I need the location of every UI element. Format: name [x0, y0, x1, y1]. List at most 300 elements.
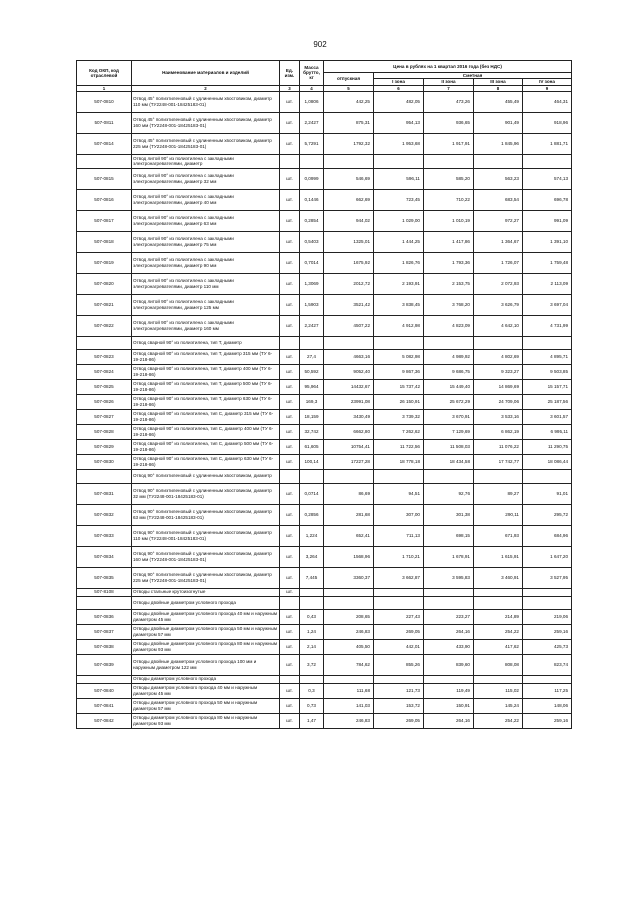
- mass-cell: 3,264: [300, 546, 324, 567]
- table-row: [77, 409, 572, 424]
- release-price-cell: 246,83: [324, 713, 374, 728]
- unit-cell: [280, 154, 300, 168]
- col-release-header: отпускная: [324, 73, 374, 86]
- material-name-cell: Отводы двойные диаметром условного прохода 80 мм и наружным диаметром 93 мм: [132, 639, 280, 654]
- zone4-price-cell: 991,09: [523, 210, 572, 231]
- release-price-cell: 10754,41: [324, 439, 374, 454]
- table-row: [77, 525, 572, 546]
- mass-cell: 95,964: [300, 379, 324, 394]
- zone4-price-cell: 1 881,71: [523, 133, 572, 154]
- zone4-price-cell: 4 731,99: [523, 315, 572, 336]
- unit-cell: шт.: [280, 315, 300, 336]
- zone4-price-cell: 3 527,95: [523, 567, 572, 588]
- zone3-price-cell: 671,93: [474, 525, 523, 546]
- zone4-price-cell: 148,06: [523, 698, 572, 713]
- mass-cell: 0,5403: [300, 231, 324, 252]
- release-price-cell: 4507,22: [324, 315, 374, 336]
- release-price-cell: 208,65: [324, 609, 374, 624]
- okp-code-cell: 507-0827: [77, 409, 132, 424]
- zone4-price-cell: 425,73: [523, 639, 572, 654]
- mass-cell: 0,43: [300, 609, 324, 624]
- unit-cell: шт.: [280, 546, 300, 567]
- zone4-price-cell: 259,16: [523, 624, 572, 639]
- zone3-price-cell: 683,54: [474, 189, 523, 210]
- release-price-cell: 6662,80: [324, 424, 374, 439]
- unit-cell: шт.: [280, 639, 300, 654]
- material-name-cell: Отводы диаметром условного прохода 80 мм и наружным диаметром 93 мм: [132, 713, 280, 728]
- zone1-price-cell: 954,13: [374, 112, 424, 133]
- table-row: [77, 168, 572, 189]
- zone4-price-cell: 259,16: [523, 713, 572, 728]
- column-number: 8: [474, 85, 523, 91]
- zone2-price-cell: 710,22: [424, 189, 474, 210]
- zone3-price-cell: 254,22: [474, 713, 523, 728]
- zone1-price-cell: 1 029,00: [374, 210, 424, 231]
- zone3-price-cell: [474, 675, 523, 683]
- unit-cell: шт.: [280, 439, 300, 454]
- zone1-price-cell: 1 953,68: [374, 133, 424, 154]
- column-number: 2: [132, 85, 280, 91]
- release-price-cell: 23991,08: [324, 394, 374, 409]
- material-name-cell: Отвод сварной 90° из полиэтилена, тип С, диаметр 630 мм (ТУ 6-19-218-86): [132, 454, 280, 469]
- page-number: 902: [313, 40, 327, 49]
- zone2-price-cell: 264,16: [424, 713, 474, 728]
- okp-code-cell: [77, 154, 132, 168]
- mass-cell: 5,7291: [300, 133, 324, 154]
- zone4-header: IV зона: [523, 79, 572, 85]
- okp-code-cell: 507-0825: [77, 379, 132, 394]
- material-name-cell: Отвод литой 90° из полиэтилена с закладными электронагревателями, диаметр 75 мм: [132, 231, 280, 252]
- unit-cell: шт.: [280, 713, 300, 728]
- okp-code-cell: 507-8108: [77, 588, 132, 596]
- release-price-cell: 1568,96: [324, 546, 374, 567]
- zone3-price-cell: 115,02: [474, 683, 523, 698]
- table-row: [77, 639, 572, 654]
- release-price-cell: 944,02: [324, 210, 374, 231]
- zone1-price-cell: 269,05: [374, 624, 424, 639]
- material-name-cell: Отвод 90° полиэтиленовый с удлиненным хвостовиком, диаметр 160 мм (ТУ2248-001-18425183-01): [132, 546, 280, 567]
- column-number: 7: [424, 85, 474, 91]
- material-name-cell: Отвод сварной 90° из полиэтилена, тип Т, диаметр 500 мм (ТУ 6-19-218-86): [132, 379, 280, 394]
- zone4-price-cell: 25 187,56: [523, 394, 572, 409]
- mass-cell: 1,3069: [300, 273, 324, 294]
- mass-cell: 1,5903: [300, 294, 324, 315]
- zone1-price-cell: 3 662,87: [374, 567, 424, 588]
- zone2-price-cell: 18 434,58: [424, 454, 474, 469]
- release-price-cell: 4663,16: [324, 349, 374, 364]
- release-price-cell: 1325,01: [324, 231, 374, 252]
- zone1-price-cell: [374, 588, 424, 596]
- release-price-cell: 1675,92: [324, 252, 374, 273]
- okp-code-cell: 507-0821: [77, 294, 132, 315]
- col-estimate-header: Сметная: [374, 73, 572, 79]
- mass-cell: 0,7014: [300, 252, 324, 273]
- okp-code-cell: [77, 336, 132, 349]
- zone3-price-cell: 3 533,16: [474, 409, 523, 424]
- unit-cell: шт.: [280, 483, 300, 504]
- material-name-cell: Отвод сварной 90° из полиэтилена, тип Т, диаметр: [132, 336, 280, 349]
- zone1-price-cell: 596,11: [374, 168, 424, 189]
- zone4-price-cell: 1 647,20: [523, 546, 572, 567]
- table-row: [77, 154, 572, 168]
- zone3-price-cell: 145,24: [474, 698, 523, 713]
- zone1-price-cell: 15 737,42: [374, 379, 424, 394]
- zone4-price-cell: [523, 675, 572, 683]
- zone3-price-cell: 3 626,79: [474, 294, 523, 315]
- zone1-price-cell: 269,05: [374, 713, 424, 728]
- unit-cell: шт.: [280, 609, 300, 624]
- release-price-cell: 546,69: [324, 168, 374, 189]
- table-row: [77, 675, 572, 683]
- zone4-price-cell: 91,01: [523, 483, 572, 504]
- zone1-price-cell: 18 778,18: [374, 454, 424, 469]
- material-name-cell: Отвод литой 90° из полиэтилена с закладными электронагревателями, диаметр 110 мм: [132, 273, 280, 294]
- zone4-price-cell: 684,96: [523, 525, 572, 546]
- release-price-cell: 141,03: [324, 698, 374, 713]
- zone1-price-cell: 94,51: [374, 483, 424, 504]
- table-row: [77, 567, 572, 588]
- column-number: 9: [523, 85, 572, 91]
- mass-cell: 0,2856: [300, 504, 324, 525]
- zone4-price-cell: 11 290,75: [523, 439, 572, 454]
- zone3-price-cell: 1 615,91: [474, 546, 523, 567]
- table-row: [77, 424, 572, 439]
- zone2-price-cell: 839,60: [424, 654, 474, 675]
- zone1-price-cell: 711,13: [374, 525, 424, 546]
- zone1-price-cell: 3 739,32: [374, 409, 424, 424]
- table-row: [77, 609, 572, 624]
- zone2-price-cell: 7 129,69: [424, 424, 474, 439]
- unit-cell: шт.: [280, 588, 300, 596]
- zone1-price-cell: 153,72: [374, 698, 424, 713]
- table-row: [77, 683, 572, 698]
- column-number: 5: [324, 85, 374, 91]
- okp-code-cell: 507-0839: [77, 654, 132, 675]
- material-name-cell: Отвод 45° полиэтиленовый с удлиненным хвостовиком, диаметр 225 мм (ТУ2248-001-18425183-01): [132, 133, 280, 154]
- zone2-price-cell: 1 417,86: [424, 231, 474, 252]
- zone2-price-cell: 223,27: [424, 609, 474, 624]
- okp-code-cell: 507-0823: [77, 349, 132, 364]
- okp-code-cell: 507-0810: [77, 91, 132, 112]
- zone3-price-cell: 1 364,67: [474, 231, 523, 252]
- okp-code-cell: 507-0832: [77, 504, 132, 525]
- mass-cell: 1,24: [300, 624, 324, 639]
- mass-cell: 2,2427: [300, 315, 324, 336]
- mass-cell: 100,14: [300, 454, 324, 469]
- table-row: [77, 294, 572, 315]
- material-name-cell: Отвод сварной 90° из полиэтилена, тип С, диаметр 500 мм (ТУ 6-19-218-86): [132, 439, 280, 454]
- zone3-price-cell: 808,08: [474, 654, 523, 675]
- unit-cell: шт.: [280, 624, 300, 639]
- zone2-price-cell: 1 678,91: [424, 546, 474, 567]
- okp-code-cell: [77, 469, 132, 483]
- zone1-price-cell: [374, 154, 424, 168]
- mass-cell: [300, 336, 324, 349]
- zone4-price-cell: 1 759,48: [523, 252, 572, 273]
- zone2-price-cell: 433,90: [424, 639, 474, 654]
- zone3-header: III зона: [474, 79, 523, 85]
- material-name-cell: Отводы диаметром условного прохода: [132, 675, 280, 683]
- unit-cell: шт.: [280, 567, 300, 588]
- release-price-cell: [324, 596, 374, 609]
- mass-cell: 169,3: [300, 394, 324, 409]
- release-price-cell: 3521,42: [324, 294, 374, 315]
- zone3-price-cell: 417,62: [474, 639, 523, 654]
- material-name-cell: Отвод литой 90° из полиэтилена с закладными электронагревателями, диаметр 90 мм: [132, 252, 280, 273]
- zone2-price-cell: 3 670,91: [424, 409, 474, 424]
- release-price-cell: 875,31: [324, 112, 374, 133]
- mass-cell: 3,72: [300, 654, 324, 675]
- column-number: 3: [280, 85, 300, 91]
- zone3-price-cell: 3 460,91: [474, 567, 523, 588]
- zone2-price-cell: 585,20: [424, 168, 474, 189]
- okp-code-cell: 507-0829: [77, 439, 132, 454]
- material-name-cell: Отвод 90° полиэтиленовый с удлиненным хвостовиком, диаметр 63 мм (ТУ2248-001-18425183-01): [132, 504, 280, 525]
- material-name-cell: Отвод литой 90° из полиэтилена с закладными электронагревателями, диаметр 125 мм: [132, 294, 280, 315]
- zone4-price-cell: [523, 596, 572, 609]
- unit-cell: шт.: [280, 252, 300, 273]
- zone4-price-cell: [523, 588, 572, 596]
- mass-cell: 18,159: [300, 409, 324, 424]
- material-name-cell: Отводы диаметром условного прохода 40 мм и наружным диаметром 45 мм: [132, 683, 280, 698]
- release-price-cell: 405,50: [324, 639, 374, 654]
- zone4-price-cell: 18 086,44: [523, 454, 572, 469]
- table-row: [77, 588, 572, 596]
- mass-cell: [300, 469, 324, 483]
- zone1-price-cell: 307,00: [374, 504, 424, 525]
- okp-code-cell: 507-0834: [77, 546, 132, 567]
- release-price-cell: [324, 336, 374, 349]
- material-name-cell: Отвод 45° полиэтиленовый с удлиненным хвостовиком, диаметр 160 мм (ТУ2248-001-18425183-01): [132, 112, 280, 133]
- release-price-cell: 86,69: [324, 483, 374, 504]
- zone1-price-cell: [374, 596, 424, 609]
- mass-cell: 0,3: [300, 683, 324, 698]
- zone2-price-cell: 264,16: [424, 624, 474, 639]
- table-row: [77, 379, 572, 394]
- zone1-price-cell: 855,26: [374, 654, 424, 675]
- okp-code-cell: 507-0815: [77, 168, 132, 189]
- zone3-price-cell: 455,49: [474, 91, 523, 112]
- zone2-price-cell: 1 917,91: [424, 133, 474, 154]
- okp-code-cell: 507-0822: [77, 315, 132, 336]
- table-row: [77, 483, 572, 504]
- material-name-cell: Отвод литой 90° из полиэтилена с закладными электронагревателями, диаметр 40 мм: [132, 189, 280, 210]
- table-row: [77, 698, 572, 713]
- mass-cell: [300, 675, 324, 683]
- material-name-cell: Отводы двойные диаметром условного прохода 40 мм и наружным диаметром 45 мм: [132, 609, 280, 624]
- unit-cell: шт.: [280, 525, 300, 546]
- unit-cell: шт.: [280, 112, 300, 133]
- unit-cell: шт.: [280, 349, 300, 364]
- table-row: [77, 252, 572, 273]
- material-name-cell: Отвод литой 90° из полиэтилена с закладными электронагревателями, диаметр 32 мм: [132, 168, 280, 189]
- unit-cell: шт.: [280, 133, 300, 154]
- zone3-price-cell: 24 709,06: [474, 394, 523, 409]
- mass-cell: [300, 596, 324, 609]
- release-price-cell: 652,41: [324, 525, 374, 546]
- release-price-cell: 3430,49: [324, 409, 374, 424]
- mass-cell: 0,0714: [300, 483, 324, 504]
- table-row: [77, 112, 572, 133]
- zone4-price-cell: [523, 336, 572, 349]
- table-row: [77, 133, 572, 154]
- okp-code-cell: 507-0818: [77, 231, 132, 252]
- zone3-price-cell: 14 869,69: [474, 379, 523, 394]
- mass-cell: 0,73: [300, 698, 324, 713]
- material-name-cell: Отводы стальные крутоизогнутые: [132, 588, 280, 596]
- unit-cell: шт.: [280, 454, 300, 469]
- mass-cell: 32,742: [300, 424, 324, 439]
- okp-code-cell: [77, 596, 132, 609]
- zone1-price-cell: 1 826,76: [374, 252, 424, 273]
- unit-cell: шт.: [280, 424, 300, 439]
- col-name-header: Наименование материалов и изделий: [132, 61, 280, 86]
- mass-cell: 2,14: [300, 639, 324, 654]
- okp-code-cell: 507-0838: [77, 639, 132, 654]
- material-name-cell: Отвод 90° полиэтиленовый с удлиненным хвостовиком, диаметр 110 мм (ТУ2248-001-18425183-01): [132, 525, 280, 546]
- zone3-price-cell: 972,27: [474, 210, 523, 231]
- material-name-cell: Отводы двойные диаметром условного прохода: [132, 596, 280, 609]
- zone3-price-cell: 89,27: [474, 483, 523, 504]
- zone4-price-cell: 696,78: [523, 189, 572, 210]
- zone1-price-cell: 442,01: [374, 639, 424, 654]
- release-price-cell: 281,68: [324, 504, 374, 525]
- zone1-price-cell: 723,45: [374, 189, 424, 210]
- release-price-cell: [324, 154, 374, 168]
- zone1-price-cell: 121,73: [374, 683, 424, 698]
- material-name-cell: Отвод литой 90° из полиэтилена с закладными электронагревателями, диаметр 160 мм: [132, 315, 280, 336]
- zone1-price-cell: 2 193,91: [374, 273, 424, 294]
- zone1-price-cell: 26 150,91: [374, 394, 424, 409]
- okp-code-cell: 507-0820: [77, 273, 132, 294]
- zone2-price-cell: 119,49: [424, 683, 474, 698]
- zone1-price-cell: [374, 469, 424, 483]
- zone1-price-cell: 5 082,98: [374, 349, 424, 364]
- mass-cell: 0,1446: [300, 189, 324, 210]
- zone4-price-cell: 295,72: [523, 504, 572, 525]
- unit-cell: шт.: [280, 409, 300, 424]
- zone2-price-cell: 1 793,36: [424, 252, 474, 273]
- material-name-cell: Отвод 90° полиэтиленовый с удлиненным хвостовиком, диаметр 225 мм (ТУ2248-001-18425183-01): [132, 567, 280, 588]
- mass-cell: 27,4: [300, 349, 324, 364]
- zone2-price-cell: 92,76: [424, 483, 474, 504]
- column-number: 4: [300, 85, 324, 91]
- material-name-cell: Отвод сварной 90° из полиэтилена, тип С, диаметр 400 мм (ТУ 6-19-218-86): [132, 424, 280, 439]
- mass-cell: [300, 154, 324, 168]
- mass-cell: 2,2427: [300, 112, 324, 133]
- table-row: [77, 336, 572, 349]
- unit-cell: шт.: [280, 91, 300, 112]
- table-row: [77, 231, 572, 252]
- release-price-cell: [324, 675, 374, 683]
- table-row: [77, 210, 572, 231]
- unit-cell: [280, 675, 300, 683]
- zone1-price-cell: 7 262,62: [374, 424, 424, 439]
- zone3-price-cell: 1 845,96: [474, 133, 523, 154]
- unit-cell: [280, 336, 300, 349]
- release-price-cell: 3360,37: [324, 567, 374, 588]
- col-unit-header: Ед. изм.: [280, 61, 300, 86]
- okp-code-cell: 507-0824: [77, 364, 132, 379]
- okp-code-cell: 507-0831: [77, 483, 132, 504]
- okp-code-cell: 507-0841: [77, 698, 132, 713]
- okp-code-cell: 507-0816: [77, 189, 132, 210]
- zone4-price-cell: 1 391,10: [523, 231, 572, 252]
- okp-code-cell: 507-0828: [77, 424, 132, 439]
- unit-cell: шт.: [280, 189, 300, 210]
- release-price-cell: 14432,67: [324, 379, 374, 394]
- zone3-price-cell: 901,49: [474, 112, 523, 133]
- zone1-price-cell: 1 444,25: [374, 231, 424, 252]
- zone2-price-cell: 9 686,75: [424, 364, 474, 379]
- material-name-cell: Отводы двойные диаметром условного прохода 100 мм и наружным диаметром 122 мм: [132, 654, 280, 675]
- zone3-price-cell: 254,22: [474, 624, 523, 639]
- table-body: [77, 91, 572, 728]
- unit-cell: шт.: [280, 168, 300, 189]
- release-price-cell: [324, 469, 374, 483]
- zone3-price-cell: [474, 596, 523, 609]
- mass-cell: 61,605: [300, 439, 324, 454]
- col-mass-header: Масса брутто, кг: [300, 61, 324, 86]
- release-price-cell: 1792,32: [324, 133, 374, 154]
- unit-cell: шт.: [280, 654, 300, 675]
- table-row: [77, 713, 572, 728]
- table-row: [77, 364, 572, 379]
- zone4-price-cell: [523, 154, 572, 168]
- zone2-price-cell: 3 595,83: [424, 567, 474, 588]
- zone2-price-cell: 4 989,92: [424, 349, 474, 364]
- zone3-price-cell: 11 076,22: [474, 439, 523, 454]
- zone3-price-cell: 6 862,19: [474, 424, 523, 439]
- table-row: [77, 546, 572, 567]
- zone2-price-cell: [424, 675, 474, 683]
- okp-code-cell: 507-0837: [77, 624, 132, 639]
- release-price-cell: [324, 588, 374, 596]
- zone4-price-cell: 117,25: [523, 683, 572, 698]
- zone2-price-cell: [424, 588, 474, 596]
- zone4-price-cell: 918,96: [523, 112, 572, 133]
- zone4-price-cell: 9 503,85: [523, 364, 572, 379]
- unit-cell: шт.: [280, 364, 300, 379]
- unit-cell: шт.: [280, 210, 300, 231]
- zone1-price-cell: 482,05: [374, 91, 424, 112]
- zone4-price-cell: 6 995,11: [523, 424, 572, 439]
- mass-cell: 1,224: [300, 525, 324, 546]
- table-row: [77, 469, 572, 483]
- mass-cell: 50,592: [300, 364, 324, 379]
- zone2-price-cell: 473,26: [424, 91, 474, 112]
- table-row: [77, 315, 572, 336]
- zone3-price-cell: 4 642,10: [474, 315, 523, 336]
- zone2-price-cell: 25 672,29: [424, 394, 474, 409]
- okp-code-cell: 507-0811: [77, 112, 132, 133]
- zone3-price-cell: 4 802,69: [474, 349, 523, 364]
- zone4-price-cell: 3 697,04: [523, 294, 572, 315]
- table-row: [77, 273, 572, 294]
- mass-cell: 0,0999: [300, 168, 324, 189]
- zone2-price-cell: 11 508,03: [424, 439, 474, 454]
- okp-code-cell: 507-0835: [77, 567, 132, 588]
- zone2-price-cell: 3 768,20: [424, 294, 474, 315]
- zone2-price-cell: [424, 154, 474, 168]
- table-row: [77, 91, 572, 112]
- material-name-cell: Отвод сварной 90° из полиэтилена, тип Т, диаметр 315 мм (ТУ 6-19-218-86): [132, 349, 280, 364]
- zone3-price-cell: [474, 588, 523, 596]
- zone1-price-cell: [374, 336, 424, 349]
- zone2-price-cell: 301,38: [424, 504, 474, 525]
- mass-cell: 1,47: [300, 713, 324, 728]
- unit-cell: шт.: [280, 698, 300, 713]
